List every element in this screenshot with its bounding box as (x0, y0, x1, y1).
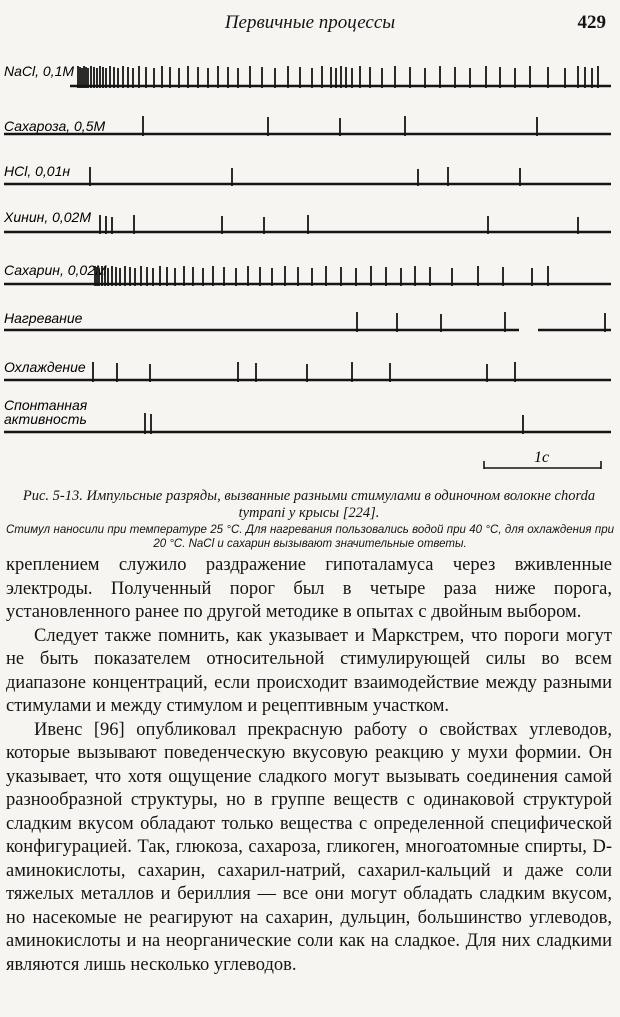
trace-row (4, 262, 611, 286)
trace-label: Охлаждение (4, 359, 86, 375)
trace-label: Хинин, 0,02M (4, 209, 92, 225)
paragraph: креплением служило раздражение гипоталамуса через вживленные электроды. Полученный порог был в четыре раза ниже порога, установленного ранее по другой методике в опытах с двойным выбором. (6, 555, 612, 622)
trace-label: Нагревание (4, 310, 83, 326)
trace-row (3, 209, 611, 234)
paragraph: Следует также помнить, как указывает и Маркстрем, что пороги могут не быть показателем относительной стимулирующей силы во всем диапазоне концентраций, если происходит взаимодействие между разными стимулами и между стимулом и рецептивным участком. (6, 625, 612, 716)
trace-row (4, 359, 611, 382)
running-header-title: Первичные процессы (224, 12, 396, 33)
trace-label: HCl, 0,01н (4, 163, 71, 179)
trace-row (4, 310, 611, 332)
trace-row (4, 163, 611, 186)
scale-bar-label: 1с (534, 449, 550, 466)
paragraph: Ивенс [96] опубликовал прекрасную работу о свойствах углеводов, которые вызывают поведенческую вкусовую реакцию у мухи формии. Он указывает, что хотя ощущение сладкого могут вызывать соединения самой разнообразной структуры, но в группе веществ с одинаковой структурой сладким вкусом обладают только вещества с определенной специфической конфигурацией. Так, глюкоза, сахароза, гликоген, многоатомные спирты, D-аминокислоты, сахарин, сахарил-натрий, сахарил-кальций и даже соли тяжелых металлов и бериллия — все они могут обладать сладким вкусом, но насекомые не реагируют на сахарин, дульцин, большинство углеводов, аминокислоты и на неорганические соли как на сладкое. Для них сладкими являются лишь несколько углеводов. (6, 719, 612, 975)
trace-label: Спонтанная (4, 397, 88, 413)
body-text (6, 554, 612, 977)
trace-label: NaCl, 0,1M (4, 63, 75, 79)
figure-caption-note: Стимул наносили при температуре 25 °С. Для нагревания пользовались водой при 40 °С, для охлаждения при 20 °С. NaCl и сахарин вызывают значительные ответы. (6, 524, 614, 550)
time-scale-bar (484, 449, 601, 469)
trace-label: Сахарин, 0,02M (4, 262, 107, 278)
trace-row (4, 116, 611, 136)
trace-row (4, 397, 611, 434)
trace-row (4, 63, 611, 88)
figure-caption: Рис. 5-13. Импульсные разряды, вызванные разными стимулами в одиночном волокне chorda tympani у крысы [224]. (22, 488, 596, 521)
trace-label: Сахароза, 0,5M (4, 118, 106, 134)
trace-label-line2: активность (4, 411, 87, 427)
page-number: 429 (577, 12, 606, 33)
spike-trains-figure (0, 50, 620, 480)
